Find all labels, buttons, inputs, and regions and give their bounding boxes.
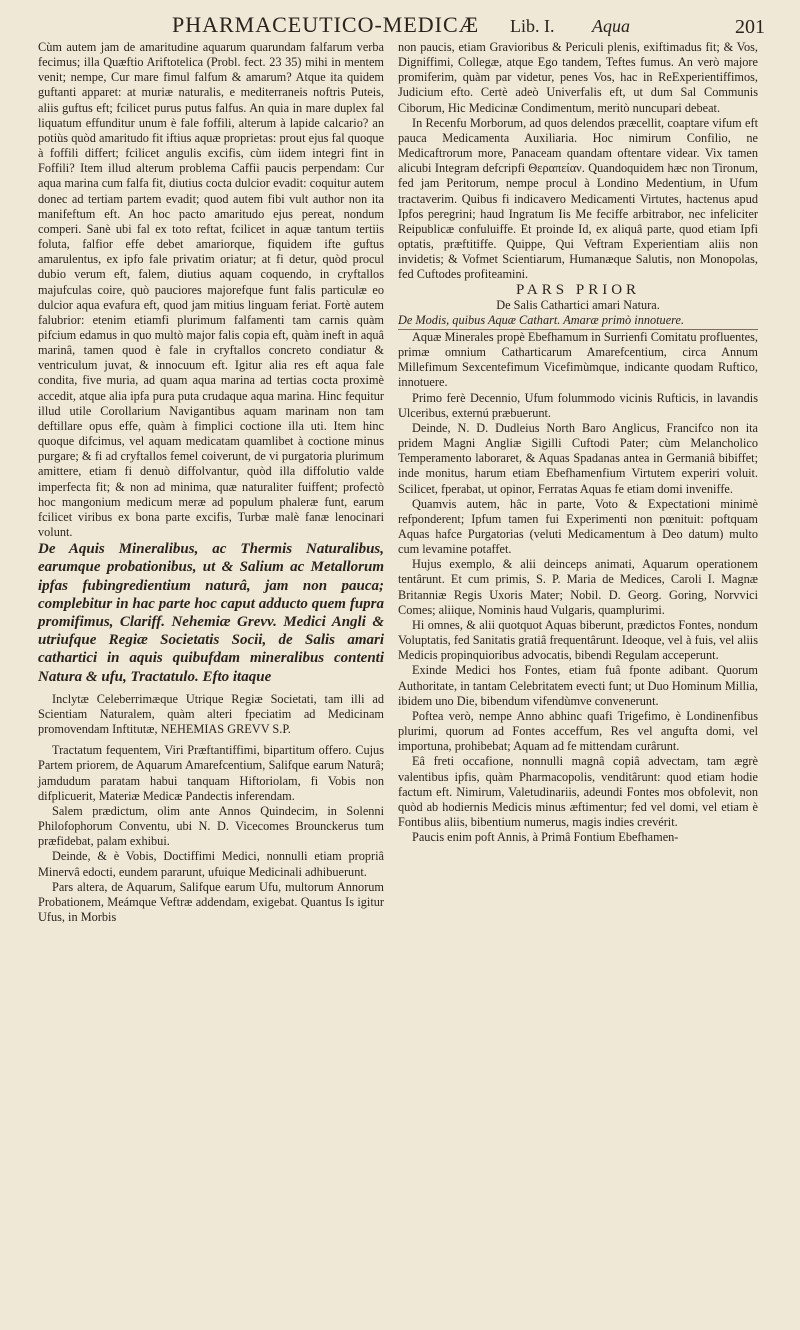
paragraph: Salem prædictum, olim ante Annos Quindecim, in Solenni Philofophorum Conventu, ubi N. D. Vicecomes Brounckerus tum præfidebat, palam exhibui. <box>38 803 384 849</box>
catchword-paragraph: Paucis enim poft Annis, à Primâ Fontium Ebefhamen- <box>412 830 679 845</box>
paragraph: Primo ferè Decennio, Ufum folummodo vicinis Rufticis, in lavandis Ulceribus, externú præbuerunt. <box>398 390 758 420</box>
part-heading: PARS PRIOR <box>515 281 641 298</box>
section-word: Aqua <box>592 16 630 36</box>
section-title: De Salis Cathartici amari Natura. <box>496 297 660 312</box>
paragraph: Cùm autem jam de amaritudine aquarum quarundam falfarum verba fecimus; illa Quæftio Ariftotelica (Probl. fect. 23 35) mihi in mentem venit; nempe, Cur mare fimul falfum & amarum? Atque ita quidem guftanti apparet: at muriæ naturalis, e mediterraneis noftris Puteis, aliis guftus eft; fcilicet purus putus falfus. An quia in mare duplex fal liquatum effunditur unum è fale foffili, alterum à lapide calcario? an potiùs quòd amaritudo fit iftius aquæ proprietas: prout ejus fal quoque à foffili differt; fcilicet angulis excifis, cùm iidem integri fint in Foffili? Item illud alterum problema Caffii paucis perpendam: Cur aqua marina cum falfa fit, diutius cocta dulcior evadit: coquitur autem donec ad tertiam partem evadit; quod autem fibi vult author non ita manifeftum eft. An hoc pacto amaritudo ejus pereat, nondum comperi. Sanè ubi fal ex toto reftat, fcilicet in aquæ tantum tertiis foluta, falfior effe debet amariorque, fiquidem ifte guftus amarulentus, ex ipfo fale privatim oriatur; at fi detur, quòd procul dubio verum eft, falem, diutius aquam coquendo, in cryftallos majufculas coire, quò pauciores majorefque funt falis particulæ eo dulcior aqua evafura eft, quod jam mitius linguam feriat. Fortè autem falubrior: etenim etiamfi plurimum falfamenti tam carnis quàm pifcium edamus in quo multò major falis copia eft, quàm ineft in aquâ marinâ, tamen quod è fale in cryftallos concreto condiatur & ventriculum juvat, & innocuum eft. Igitur alia res eft aqua fale condita, five muria, ad quam aqua marina ad tertias cocta proximè accedit, atque alia ipfa pura puta crudaque aqua marina. Hinc fequitur illud utile Corollarium Navigantibus aquam marinam non tam deftillare opus effe, quàm à fimplici coctione illa uti. Item hinc quoque difcimus, vel aquam medicatam quamlibet à coctione minus purgare; & fi ad cryftallos femel coiverunt, de vi purgatoria plurimum amittere, etiam fi denuò diffolvantur, quòd illa diffolutio valde imperfecta fit; & non ad minima, quæ naturaliter fuiffent; profectò hoc mangonium medicum meræ ad populum phaleræ funt, earum fcilicet viribus ex bona parte excifis, Turbæ malè fanæ lenocinari volunt. <box>38 40 384 539</box>
dedication-paragraph: Inclytæ Celeberrimæque Utrique Regiæ Societati, tam illi ad Scientiam Naturalem, quàm alteri fpeciatim ad Medicinam promovendam Inftitutæ, NEHEMIAS GREVV S.P. <box>38 691 384 737</box>
paragraph: Eâ freti occafione, nonnulli magnâ copiâ advectam, tam ægrè valentibus ipfis, quàm Pharmacopolis, venditârunt: quod etiam hodie factum eft. Nimirum, Valetudinariis, adeundi Fontes mos obfolevit, non quòd ab hodiernis Medicis minus æftimentur; fed vel domi, vel etiam è Fontibus aliis, bibentium numerus, magis indies crevérit. <box>398 754 758 829</box>
chapter-heading: De Aquis Mineralibus, ac Thermis Naturalibus, earumque probationibus, ut & Salium ac Metallorum ipfas fubingredientium naturâ, jam non pauca; complebitur in hac parte hoc caput adducto quem fupra promifimus, Clariff. Nehemiæ Grevv. Medici Angli & utriufque Regiæ Societatis Socii, de Salis amari cathartici in aquis quibufdam mineralibus contenti Natura & ufu, Tractatulo. Efto itaque <box>38 541 384 685</box>
paragraph: Hi omnes, & alii quotquot Aquas biberunt, prædictos Fontes, nondum Voluptatis, fed Sanitatis gratiâ frequentârunt. Ideoque, vel à fuis, vel aliis Medicis propinquioribus advocatis, bibendi Regulam acceperunt. <box>398 617 758 663</box>
paragraph: Quamvis autem, hâc in parte, Voto & Expectationi minimè refponderent; Ipfum tamen fui Experimenti non pœnituit: poftquam Aquas hafce Purgatorias (veluti Medicamentum à Deo datum) multo cum levamine potaffet. <box>398 496 758 557</box>
paragraph: Deinde, N. D. Dudleius North Baro Anglicus, Francifco non ita pridem Magni Angliæ Sigilli Cuftodi Pater; cùm Melancholico Temperamento laboraret, & Aquas Spadanas antea in Germaniâ bibiffet; inde monitus, harum etiam Ebefhamenfium Virtutem experiri voluit. Scilicet, fperabat, ut opinor, Ferratas Aquas fe etiam domi inveniffe. <box>398 420 758 496</box>
book-number: Lib. I. <box>510 16 555 36</box>
paragraph: Exinde Medici hos Fontes, etiam fuâ fponte adibant. Quorum Authoritate, in tantam Celebritatem evecti funt; ut Duo Hominum Millia, ibidem uno Die, bibendum vifendùmve convenerunt. <box>398 663 758 708</box>
paragraph: Pars altera, de Aquarum, Salifque earum Ufu, multorum Annorum Probationem, Meámque Veftræ addendam, exigebat. Quantus Is igitur Ufus, in Morbis <box>38 879 384 924</box>
paragraph: non paucis, etiam Gravioribus & Periculi plenis, exiftimadus fit; & Vos, Digniffimi, Collegæ, atque Ego tandem, Teftes fumus. An verò majore promiferim, quàm par videtur, penes Vos, hac in ReExperientiffimos, Judicium efto. Certè adeò Univerfalis eft, ut dum Sal Communis Ciborum, Hic Medicinæ Condimentum, meritò nuncupari debeat. <box>398 40 758 115</box>
paragraph: Aquæ Minerales propè Ebefhamum in Surrienfi Comitatu profluentes, primæ omnium Catharticarum Amarefcentium, circa Annum Millefimum Sexcentefimum Vicefimùmque, indicante quodam Ruftico, innotuere. <box>398 329 758 390</box>
page-number: 201 <box>735 16 765 38</box>
left-column <box>38 40 384 925</box>
paragraph: Deinde, & è Vobis, Doctiffimi Medici, nonnulli etiam propriâ Minervâ edocti, eundem pararunt, ufuique Medicinali adhibuerunt. <box>38 849 384 879</box>
page-header <box>0 4 800 40</box>
paragraph: Tractatum fequentem, Viri Præftantiffimi, bipartitum offero. Cujus Partem priorem, de Aquarum Amarefcentium, Salifque earum Naturâ; jamdudum paratam habui tanquam Hiftoriolam, fi Vobis non difplicuerit, Materiæ Medicæ Pandectis inferendam. <box>38 743 384 803</box>
paragraph: In Recenfu Morborum, ad quos delendos præcellit, coaptare vifum eft pauca Medicamenta Auxiliaria. Hoc nimirum Confilio, ne Medicaftrorum more, Panaceam quandam oftentare videar. Vix tamen alicubi Integram defcripfi Θεραπείαν. Quandoquidem hæc non Tironum, fed jam Peritorum, nempe procul à Londino Medentium, in Ufum tractaverim. Quibus fi indicavero Medicamenti Virtutes, hactenus apud Ipfos peregrini; haud Ingratum Iis Me feciffe arbitrabor, nec infeliciter Reipublicæ confuluiffe. Et proinde Id, ex aliquâ parte, quod etiam Ipfi optatis, præftitiffe. Quippe, Qui Veftram Experientiam aliis non invidetis; & Vofmet Scientiarum, Humanæque Salutis, non Monopolas, fed Cuftodes profiteamini. <box>398 115 758 282</box>
right-column <box>398 40 758 845</box>
paragraph: Hujus exemplo, & alii deinceps animati, Aquarum operationem tentârunt. Et cum primis, S. P. Maria de Medices, Caroli I. Magnæ Britanniæ Regis Uxoris Mater; Nobil. D. Georg. Goring, Norvvici Comes; aliique, Nominis haud Vulgaris, quamplurimi. <box>398 557 758 617</box>
paragraph: Poftea verò, nempe Anno abhinc quafi Trigefimo, è Londinenfibus plurimi, quorum ad Fontes acceffum, Res vel angufta domi, vel importuna, prohibebat; Aquam ad fe mittendam curârunt. <box>398 708 758 754</box>
running-head: PHARMACEUTICO-MEDICÆ <box>172 12 480 37</box>
subsection-title: De Modis, quibus Aquæ Cathart. Amaræ primò innotuere. <box>398 313 758 330</box>
